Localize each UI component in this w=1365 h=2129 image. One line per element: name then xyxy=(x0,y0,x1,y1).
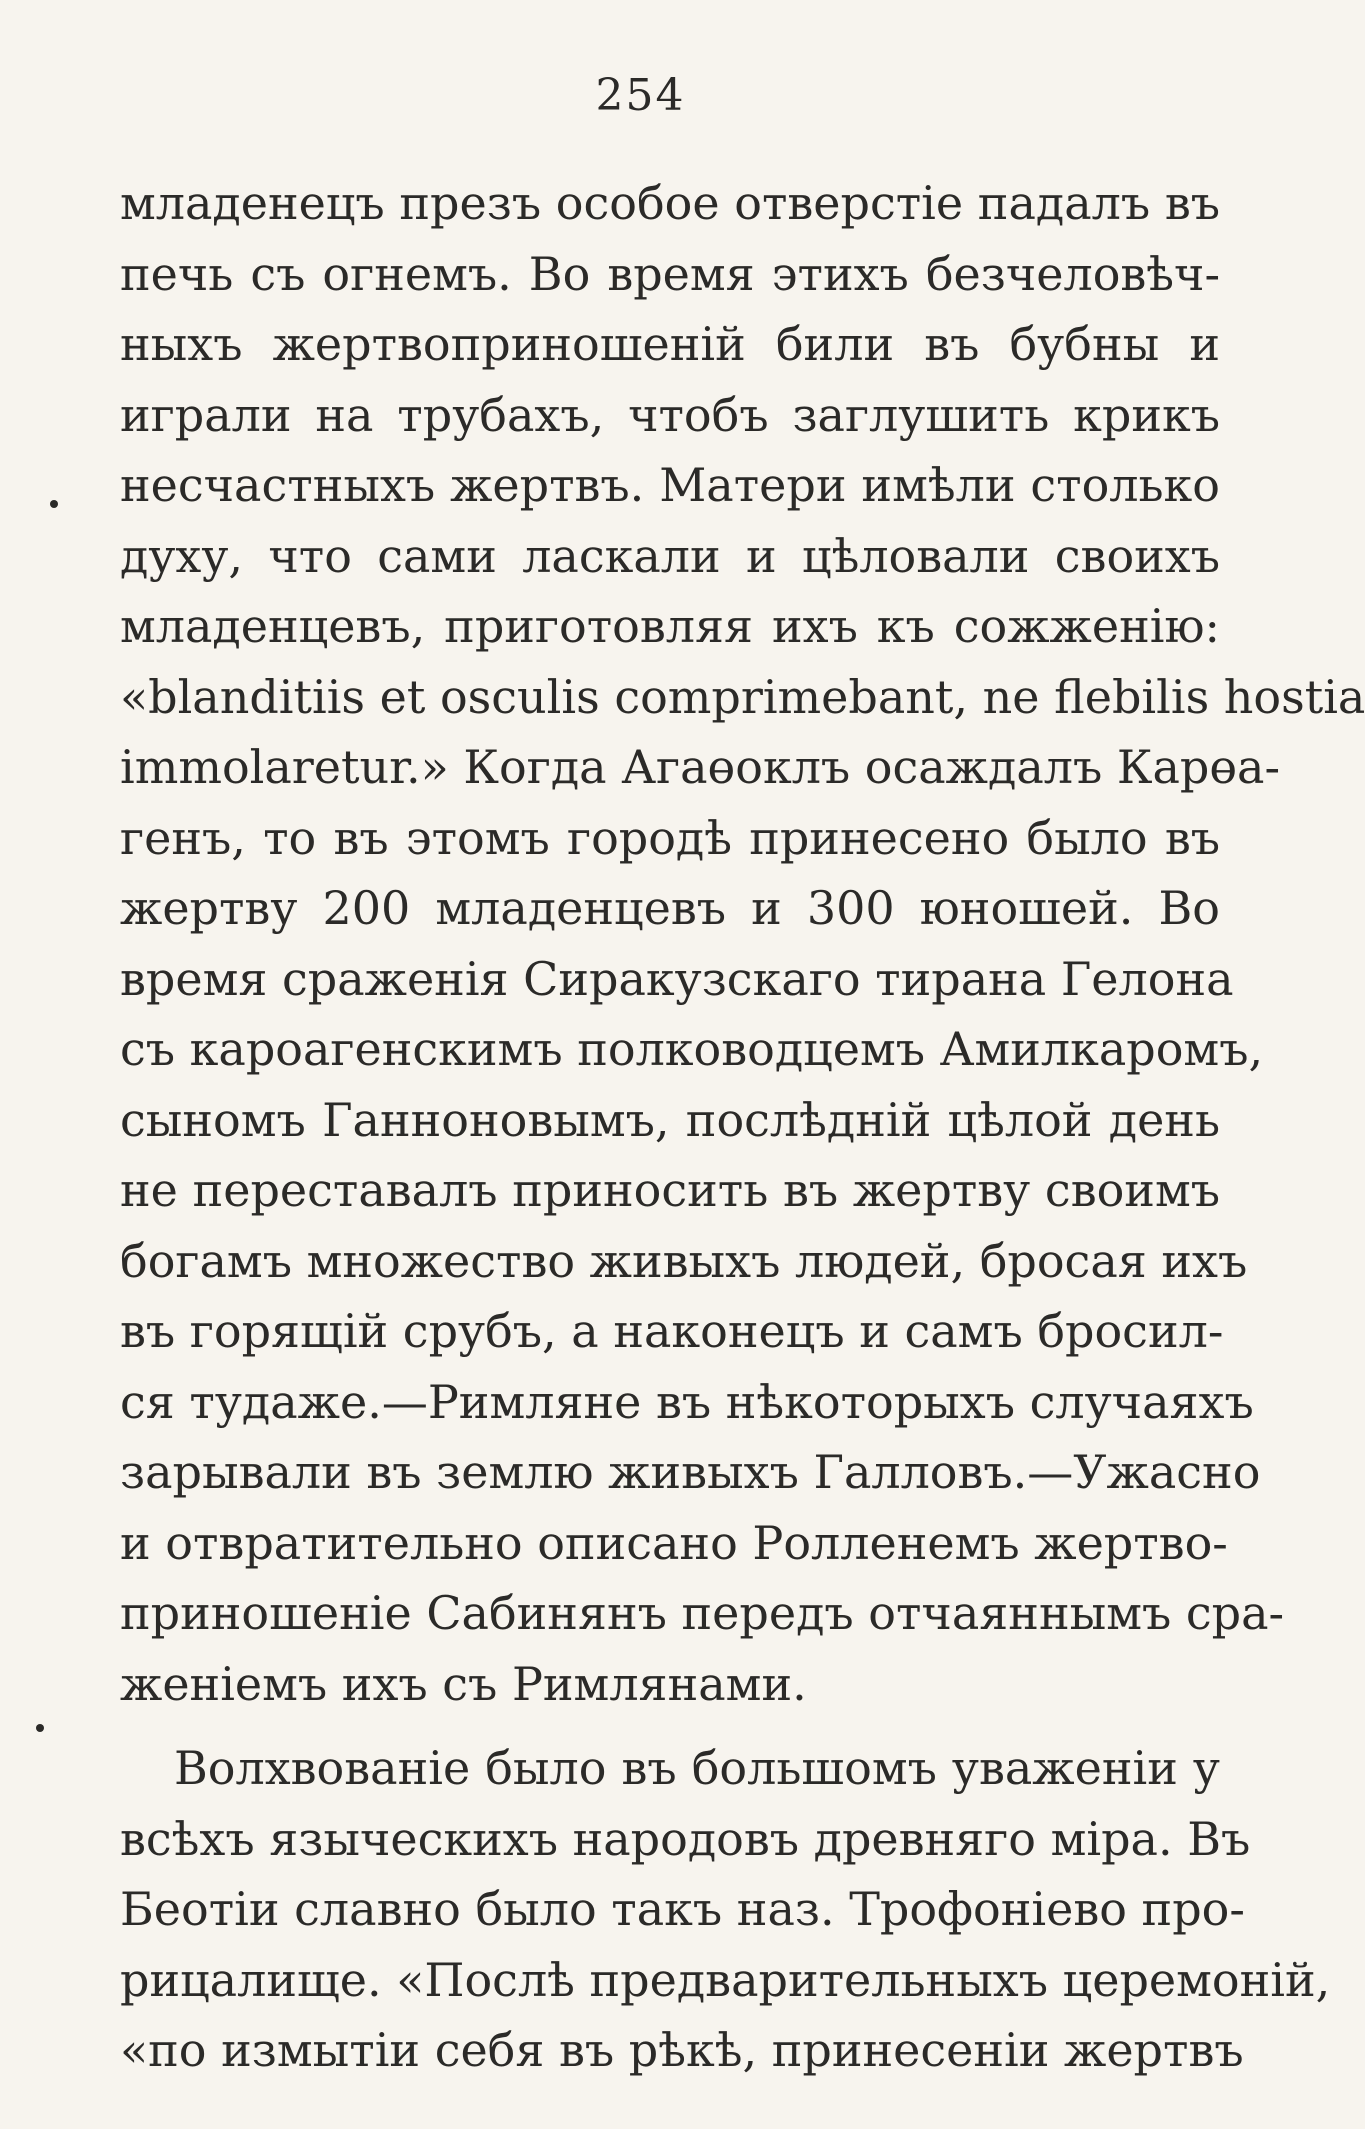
text-line: съ кароагенскимъ полководцемъ Амилкаромъ, xyxy=(120,1022,1264,1076)
text-line: сыномъ Ганноновымъ, послѣдній цѣлой день xyxy=(120,1092,1220,1147)
ink-speck xyxy=(50,500,58,508)
text-line: богамъ множество живыхъ людей, бросая ихъ xyxy=(120,1233,1248,1288)
text-line: младенцевъ, приготовляя ихъ къ сожженію: xyxy=(120,599,1220,653)
page-text xyxy=(120,168,1365,2086)
text-line: рицалище. «Послѣ предварительныхъ церемоній, xyxy=(120,1952,1331,2007)
text-line: генъ, то въ этомъ городѣ принесено было въ xyxy=(120,810,1220,865)
text-line: приношеніе Сабинянъ передъ отчаяннымъ сра- xyxy=(120,1586,1285,1640)
page-number: 254 xyxy=(595,70,686,121)
text-line: жертву 200 младенцевъ и 300 юношей. Во xyxy=(120,881,1220,935)
text-line: духу, что сами ласкали и цѣловали своихъ xyxy=(120,528,1220,583)
text-line: всѣхъ языческихъ народовъ древняго міра. Въ xyxy=(120,1811,1251,1866)
paragraph-2 xyxy=(120,1733,1331,2086)
text-line: зарывали въ землю живыхъ Галловъ.—Ужасно xyxy=(120,1445,1261,1499)
text-line: Волхвованіе было въ большомъ уваженіи у xyxy=(174,1741,1220,1795)
text-line: младенецъ презъ особое отверстіе падалъ въ xyxy=(120,176,1220,230)
text-line: играли на трубахъ, чтобъ заглушить крикъ xyxy=(120,387,1220,442)
text-line: не переставалъ приносить въ жертву своимъ xyxy=(120,1163,1220,1217)
text-line: ныхъ жертвоприношеній били въ бубны и xyxy=(120,317,1220,371)
text-line: ся тудаже.—Римляне въ нѣкоторыхъ случаяхъ xyxy=(120,1374,1254,1429)
text-line: въ горящій срубъ, а наконецъ и самъ бросил- xyxy=(120,1304,1224,1358)
text-line: несчастныхъ жертвъ. Матери имѣли столько xyxy=(120,458,1220,512)
text-line: Беотіи славно было такъ наз. Трофоніево про- xyxy=(120,1882,1245,1936)
text-line: время сраженія Сиракузскаго тирана Гелона xyxy=(120,951,1234,1006)
text-line: «по измытіи себя въ рѣкѣ, принесеніи жертвъ xyxy=(120,2023,1244,2077)
text-line: и отвратительно описано Ролленемъ жертво- xyxy=(120,1515,1228,1570)
text-line: «blanditiis et osculis comprimebant, ne flebilis hostia xyxy=(120,669,1365,724)
text-line: печь съ огнемъ. Во время этихъ безчеловѣч- xyxy=(120,246,1220,301)
paragraph-1 xyxy=(120,168,1365,1719)
text-line: женіемъ ихъ съ Римлянами. xyxy=(120,1656,807,1711)
ink-speck xyxy=(36,1724,44,1732)
text-line: immolaretur.» Когда Агаөоклъ осаждалъ Карөа- xyxy=(120,740,1280,794)
